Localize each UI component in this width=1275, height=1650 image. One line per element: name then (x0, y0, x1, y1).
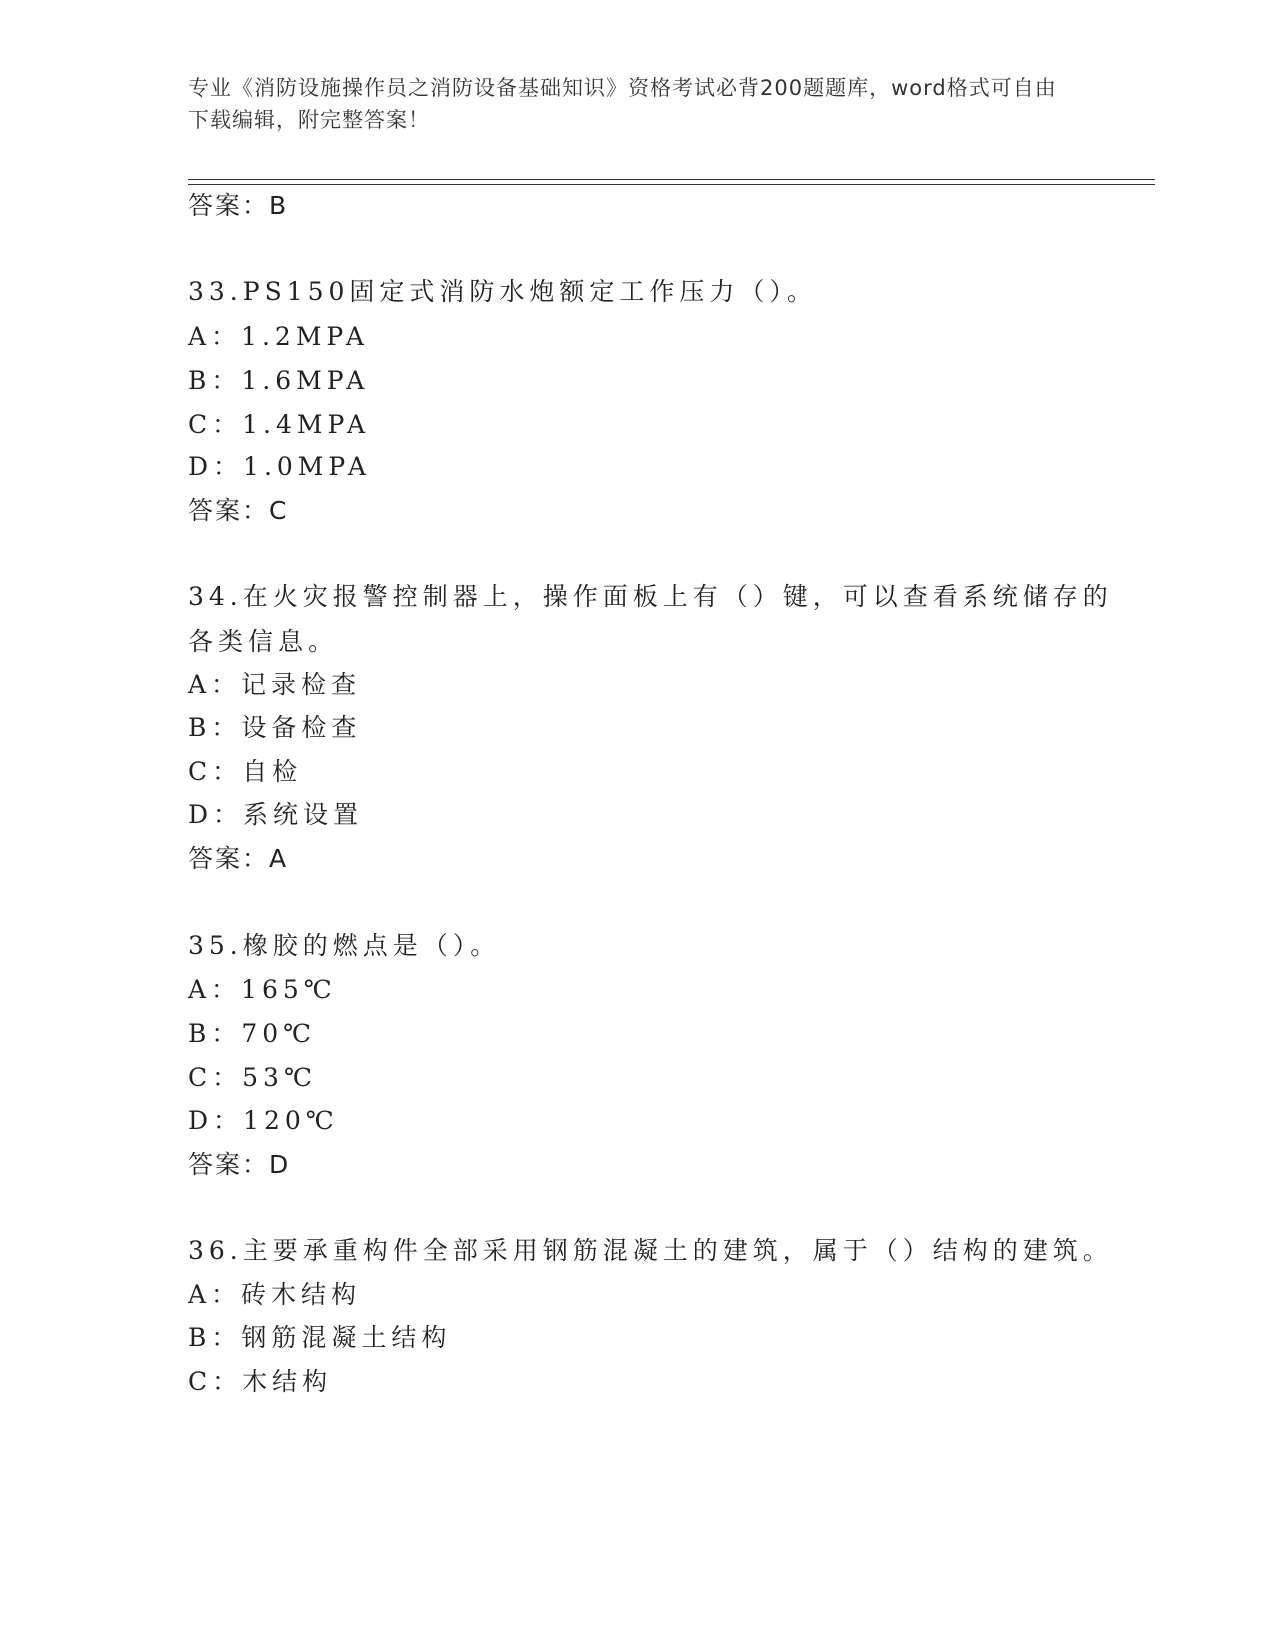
question-33-option-b: B：1.6MPA (188, 366, 370, 395)
question-33-answer: 答案：C (188, 496, 289, 525)
document-header: 专业《消防设施操作员之消防设备基础知识》资格考试必背200题题库，word格式可自由下载编辑，附完整答案！ (188, 76, 1057, 132)
question-33-option-d: D：1.0MPA (188, 452, 371, 481)
question-33-option-c: C：1.4MPA (188, 410, 371, 439)
question-34-stem-line2: 各类信息。 (188, 627, 339, 656)
question-33-option-a: A：1.2MPA (188, 322, 369, 351)
question-36-stem: 36.主要承重构件全部采用钢筋混凝土的建筑，属于（）结构的建筑。 (188, 1236, 1113, 1265)
question-36-option-b: B：钢筋混凝土结构 (188, 1323, 452, 1352)
question-35-answer: 答案：D (188, 1150, 291, 1179)
question-35-stem: 35.橡胶的燃点是（）。 (188, 931, 501, 960)
answer-prev: 答案：B (188, 191, 289, 220)
question-34-option-a: A：记录检查 (188, 670, 362, 699)
question-35-option-c: C：53℃ (188, 1063, 317, 1092)
question-35-option-d: D：120℃ (188, 1106, 339, 1135)
question-34-option-c: C：自检 (188, 757, 303, 786)
question-35-option-a: A：165℃ (188, 975, 337, 1004)
question-36-option-a: A：砖木结构 (188, 1280, 362, 1309)
question-36-option-c: C：木结构 (188, 1367, 333, 1396)
header-divider-bottom (188, 184, 1155, 185)
question-34-option-b: B：设备检查 (188, 713, 362, 742)
question-33-stem: 33.PS150固定式消防水炮额定工作压力（）。 (188, 277, 817, 306)
header-divider-top (188, 179, 1155, 180)
question-34-stem-line1: 34.在火灾报警控制器上，操作面板上有（）键，可以查看系统储存的 (188, 582, 1113, 611)
question-34-answer: 答案：A (188, 844, 289, 873)
question-34-option-d: D：系统设置 (188, 800, 364, 829)
question-35-option-b: B：70℃ (188, 1019, 317, 1048)
